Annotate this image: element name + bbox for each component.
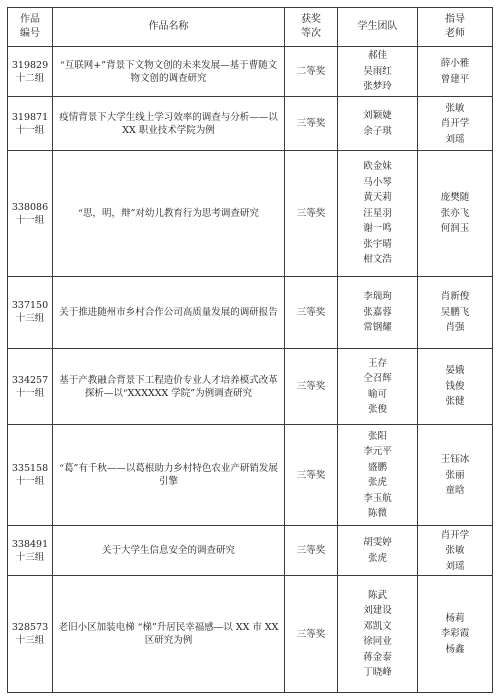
team-member: 蒋金泰 bbox=[363, 651, 392, 663]
entry-title: 关于推进随州市乡村合作公司高质量发展的调研报告 bbox=[53, 277, 285, 348]
entry-title: 老旧小区加装电梯 “梯”升居民幸福感—以 XX 市 XX 区研究为例 bbox=[53, 576, 285, 693]
team-member: 丁晓峰 bbox=[363, 667, 392, 679]
advisor-name: 吴鹏飞 bbox=[440, 306, 470, 318]
header-advisor: 指导 老师 bbox=[418, 8, 493, 47]
entry-id-cell bbox=[8, 97, 53, 151]
table-row bbox=[8, 576, 493, 693]
header-row bbox=[8, 8, 493, 47]
entry-group: 十一组 bbox=[15, 387, 45, 399]
team-member: 李玉航 bbox=[363, 492, 392, 504]
entry-group: 十三组 bbox=[15, 551, 45, 563]
team-member: 邓凯文 bbox=[363, 620, 392, 632]
advisor-name: 曾建平 bbox=[440, 73, 470, 85]
advisor-name: 杨莉 bbox=[445, 612, 465, 624]
table-row bbox=[8, 526, 493, 576]
team-member: 张梦玲 bbox=[363, 81, 392, 93]
team-member: 李瑞珣 bbox=[363, 291, 392, 303]
header-title: 作品名称 bbox=[53, 8, 285, 47]
advisor-name: 杨鑫 bbox=[445, 643, 465, 655]
entry-title: “葛”有千秋——以葛根助力乡村特色农业产研销发展引擎 bbox=[53, 425, 285, 526]
entry-team bbox=[338, 47, 418, 97]
team-member: 张俊 bbox=[367, 404, 387, 416]
entry-group: 十一组 bbox=[15, 214, 45, 226]
entry-team bbox=[338, 526, 418, 576]
team-member: 王存 bbox=[367, 357, 387, 369]
advisor-name: 张敏 bbox=[445, 545, 465, 557]
team-member: 汪星羽 bbox=[363, 207, 392, 219]
team-member: 马小琴 bbox=[363, 176, 392, 188]
advisor-name: 刘瑶 bbox=[445, 560, 465, 572]
entry-title: 关于大学生信息安全的调查研究 bbox=[53, 526, 285, 576]
team-member: 陈武 bbox=[367, 589, 387, 601]
team-member: 张虎 bbox=[367, 477, 387, 489]
entry-group: 十一组 bbox=[15, 124, 45, 136]
team-member: 张虎 bbox=[367, 552, 387, 564]
entry-advisors bbox=[418, 277, 493, 348]
advisor-name: 肖开学 bbox=[440, 529, 470, 541]
entry-award: 三等奖 bbox=[285, 576, 338, 693]
advisor-name: 张健 bbox=[445, 396, 465, 408]
entry-advisors bbox=[418, 576, 493, 693]
team-member: 胡雯婷 bbox=[363, 537, 392, 549]
advisor-name: 晏娥 bbox=[445, 365, 465, 377]
entry-team bbox=[338, 97, 418, 151]
entry-award: 三等奖 bbox=[285, 425, 338, 526]
team-member: 张阳 bbox=[367, 430, 387, 442]
entry-advisors bbox=[418, 47, 493, 97]
entry-code: 319829 bbox=[11, 59, 49, 71]
entry-code: 328573 bbox=[11, 622, 49, 634]
advisor-name: 钱俊 bbox=[445, 380, 465, 392]
entry-advisors bbox=[418, 348, 493, 425]
advisor-name: 王钰冰 bbox=[440, 454, 470, 466]
team-member: 吴雨红 bbox=[363, 65, 392, 77]
entry-group: 十三组 bbox=[15, 635, 45, 647]
entry-title: 疫情背景下大学生线上学习效率的调查与分析——以 XX 职业技术学院为例 bbox=[53, 97, 285, 151]
entry-award: 三等奖 bbox=[285, 277, 338, 348]
header-team: 学生团队 bbox=[338, 8, 418, 47]
entry-advisors bbox=[418, 526, 493, 576]
entry-id-cell bbox=[8, 526, 53, 576]
entry-advisors bbox=[418, 97, 493, 151]
entry-id-cell bbox=[8, 425, 53, 526]
entry-group: 十一组 bbox=[15, 476, 45, 488]
team-member: 柑文浩 bbox=[363, 254, 392, 266]
team-member: 刘建设 bbox=[363, 605, 392, 617]
header-id: 作品 编号 bbox=[8, 8, 53, 47]
team-member: 常钢耀 bbox=[363, 322, 392, 334]
entry-code: 338491 bbox=[11, 538, 49, 550]
team-member: 李元平 bbox=[363, 446, 392, 458]
entry-team bbox=[338, 348, 418, 425]
entry-code: 335158 bbox=[11, 463, 49, 475]
team-member: 谢一鸣 bbox=[363, 223, 392, 235]
entry-id-cell bbox=[8, 151, 53, 277]
entry-advisors bbox=[418, 151, 493, 277]
team-member: 刘颖婕 bbox=[363, 110, 392, 122]
advisor-name: 肖开学 bbox=[440, 118, 470, 129]
entry-advisors bbox=[418, 425, 493, 526]
entry-team bbox=[338, 151, 418, 277]
team-member: 徐同业 bbox=[363, 636, 392, 648]
entry-award: 三等奖 bbox=[285, 151, 338, 277]
advisor-name: 张亦飞 bbox=[440, 207, 470, 219]
advisor-name: 张敏 bbox=[445, 102, 465, 114]
entry-team bbox=[338, 277, 418, 348]
entry-id-cell bbox=[8, 576, 53, 693]
table-row bbox=[8, 47, 493, 97]
team-member: 喻可 bbox=[367, 388, 387, 400]
entry-code: 338086 bbox=[11, 201, 49, 213]
entry-award: 三等奖 bbox=[285, 526, 338, 576]
entry-group: 十三组 bbox=[15, 313, 45, 325]
advisor-name: 肖新俊 bbox=[440, 291, 470, 303]
entry-code: 319871 bbox=[11, 111, 49, 123]
entry-title: 基于产教融合背景下工程造价专业人才培养模式改革探析—以“XXXXXX 学院”为例调查研究 bbox=[53, 348, 285, 425]
entry-title: “思，明，辩”对幼儿教育行为思考调查研究 bbox=[53, 151, 285, 277]
awards-table bbox=[7, 7, 493, 693]
entry-award: 三等奖 bbox=[285, 97, 338, 151]
advisor-name: 童晗 bbox=[445, 485, 465, 497]
entry-code: 334257 bbox=[11, 374, 49, 386]
advisor-name: 庞樊随 bbox=[440, 192, 470, 204]
entry-id-cell bbox=[8, 348, 53, 425]
advisor-name: 薛小雅 bbox=[440, 58, 470, 70]
entry-id-cell bbox=[8, 277, 53, 348]
team-member: 余子琪 bbox=[363, 125, 392, 137]
team-member: 欧金妹 bbox=[363, 161, 392, 173]
team-member: 黄天莉 bbox=[363, 192, 392, 204]
advisor-name: 李彩霞 bbox=[440, 628, 470, 640]
advisor-name: 肖强 bbox=[445, 322, 465, 334]
table-row bbox=[8, 151, 493, 277]
entry-team bbox=[338, 425, 418, 526]
table-row bbox=[8, 425, 493, 526]
entry-group: 十二组 bbox=[15, 72, 45, 84]
team-member: 陈微 bbox=[367, 508, 387, 520]
entry-code: 337150 bbox=[11, 300, 49, 312]
header-award: 获奖 等次 bbox=[285, 8, 338, 47]
entry-title: “互联网+”背景下文物文创的未来发展—基于曹随文物文创的调查研究 bbox=[53, 47, 285, 97]
advisor-name: 张丽 bbox=[445, 469, 465, 481]
advisor-name: 刘瑶 bbox=[445, 133, 465, 145]
team-member: 仝召辉 bbox=[363, 373, 392, 385]
entry-award: 三等奖 bbox=[285, 348, 338, 425]
team-member: 郝佳 bbox=[367, 50, 387, 62]
team-member: 张嘉蓉 bbox=[363, 306, 392, 318]
entry-id-cell bbox=[8, 47, 53, 97]
team-member: 张宇晴 bbox=[363, 238, 392, 250]
entry-award: 二等奖 bbox=[285, 47, 338, 97]
table-row bbox=[8, 277, 493, 348]
team-member: 盛鹏 bbox=[367, 461, 387, 473]
advisor-name: 何润玉 bbox=[440, 223, 470, 235]
table-row bbox=[8, 348, 493, 425]
entry-team bbox=[338, 576, 418, 693]
table-body bbox=[8, 47, 493, 693]
table-row bbox=[8, 97, 493, 151]
